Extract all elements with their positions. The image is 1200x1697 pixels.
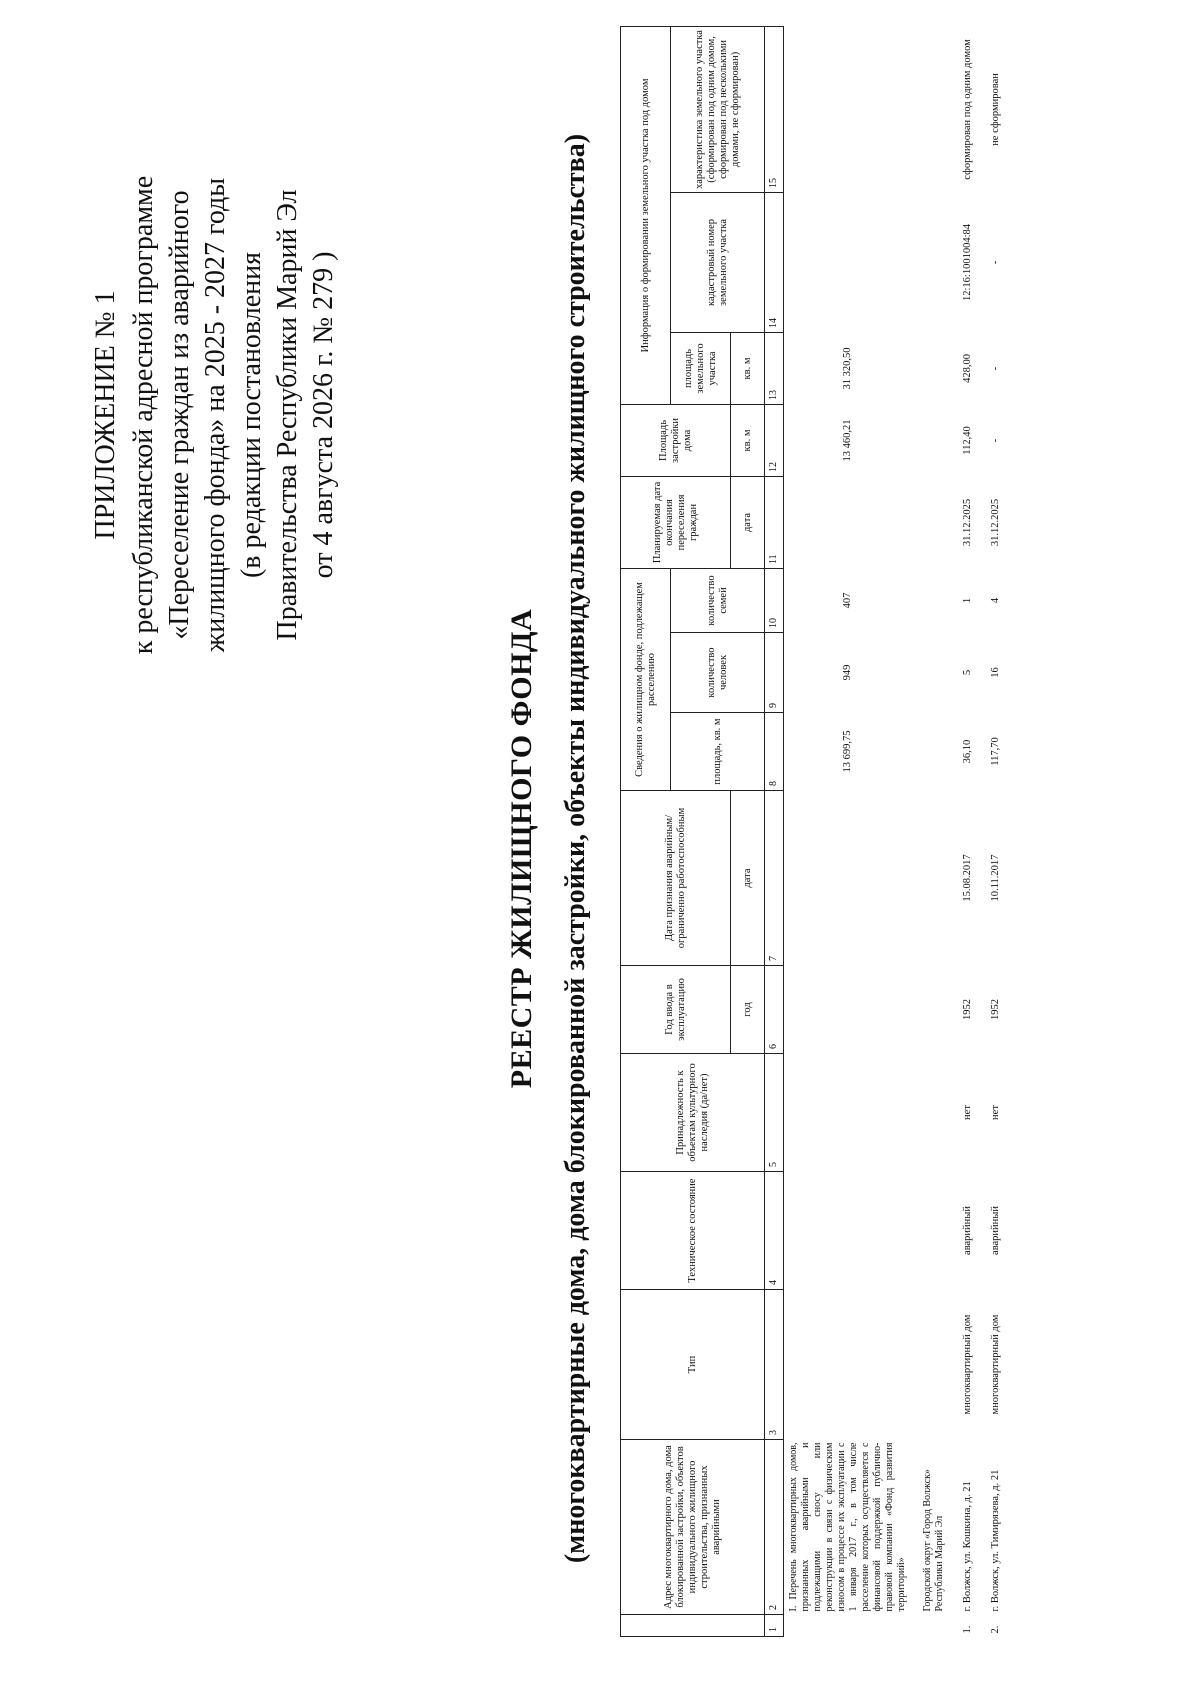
- district-name: Городской округ «Город Волжск» Республики Марий Эл: [922, 1469, 945, 1612]
- header-year: Год ввода в эксплуатацию: [621, 966, 731, 1054]
- appendix-line-3: жилищного фонда» на 2025 - 2027 годы: [200, 177, 231, 653]
- col-number-12: 12: [765, 404, 784, 476]
- row-year: 1952: [990, 999, 1001, 1020]
- header-resettle-date: Планируемая дата окончания переселения граждан: [621, 476, 731, 568]
- row-land-char: сформирован под одним домом: [962, 39, 973, 180]
- row-type: многоквартирный дом: [990, 1314, 1001, 1415]
- total-people: 949: [842, 664, 853, 681]
- total-land-area: 31 320,50: [842, 347, 853, 390]
- row-area: 36,10: [962, 739, 973, 764]
- col-number-15: 15: [765, 26, 784, 192]
- total-building-area: 13 460,21: [842, 419, 853, 462]
- row-number: 1.: [962, 1625, 973, 1634]
- section-totals-row: [784, 26, 913, 1636]
- total-families: 407: [842, 592, 853, 609]
- row-type: многоквартирный дом: [962, 1314, 973, 1415]
- appendix-line-6: от 4 августа 2026 г. № 279 ): [308, 251, 339, 579]
- header-building-area: Площадь застройки дома: [621, 404, 731, 476]
- col-number-8: 8: [765, 713, 784, 791]
- unit-date-resettle: дата: [731, 476, 765, 568]
- row-building-area: -: [990, 438, 1001, 443]
- header-cadastral: кадастровый номер земельного участка: [671, 192, 765, 332]
- header-type: Тип: [621, 1290, 765, 1440]
- unit-date: дата: [731, 791, 765, 966]
- row-address: г. Волжск, ул. Тимирязева, д. 21: [990, 1469, 1001, 1612]
- section-text: I. Перечень многоквартирных домов, признанных аварийными и подлежащими сносу или реконструкции в связи с физическим износом в процессе их эксплуатации с 1 января 2017 г., в том числе расселение которых осуществляется с финансовой поддержкой публично-правовой компании «Фонд развития территорий»: [788, 1442, 907, 1612]
- unit-year: год: [731, 966, 765, 1054]
- col-number-4: 4: [765, 1172, 784, 1290]
- registry-title: РЕЕСТР ЖИЛИЩНОГО ФОНДА: [505, 608, 538, 1089]
- appendix-line-5: Правительства Республики Марий Эл: [272, 189, 303, 641]
- row-resettle: 31.12.2025: [962, 498, 973, 547]
- registry-subtitle: (многоквартирные дома, дома блокированной застройки, объекты индивидуального жилищного строительства): [560, 133, 591, 1564]
- col-number-14: 14: [765, 192, 784, 332]
- row-address: г. Волжск, ул. Кошкина, д. 21: [962, 1481, 973, 1612]
- row-resettle: 31.12.2025: [990, 498, 1001, 547]
- col-number-10: 10: [765, 568, 784, 632]
- header-heritage: Принадлежность к объектам культурного наследия (да/нет): [621, 1054, 765, 1172]
- row-land-char: не сформирован: [990, 73, 1001, 146]
- appendix-line-2: «Переселение граждан из аварийного: [164, 190, 195, 640]
- row-building-area: 112,40: [962, 426, 973, 455]
- registry-table: [620, 26, 1004, 1637]
- unit-sqm-building: кв. м: [731, 404, 765, 476]
- appendix-block: [88, 70, 342, 760]
- col-number-9: 9: [765, 633, 784, 713]
- header-housing-info: Сведения о жилищном фонде, подлежащем расселению: [621, 568, 671, 790]
- district-row: [912, 26, 948, 1636]
- row-date: 10.11.2017: [990, 854, 1001, 902]
- row-date: 15.08.2017: [962, 854, 973, 902]
- row-condition: аварийный: [962, 1206, 973, 1255]
- row-land-area: 428,00: [962, 354, 973, 383]
- table-row: [948, 26, 976, 1636]
- row-families: 1: [962, 597, 973, 604]
- row-number: 2.: [990, 1625, 1001, 1634]
- header-number: [621, 1615, 765, 1637]
- appendix-line-1: к республиканской адресной программе: [128, 175, 159, 655]
- header-recognition-date: Дата признания аварийным/ограниченно работоспособным: [621, 791, 731, 966]
- col-number-5: 5: [765, 1054, 784, 1172]
- row-cadastral: -: [990, 260, 1001, 265]
- col-number-7: 7: [765, 791, 784, 966]
- row-condition: аварийный: [990, 1206, 1001, 1255]
- appendix-title: ПРИЛОЖЕНИЕ № 1: [90, 290, 121, 540]
- row-people: 5: [962, 669, 973, 676]
- header-condition: Техническое состояние: [621, 1172, 765, 1290]
- header-address: Адрес многоквартирного дома, дома блокированной застройки, объектов индивидуального жилищного строительства, признанных аварийными: [621, 1440, 765, 1615]
- header-land-char: характеристика земельного участка (сформирован под одним домом, сформирован под несколькими домами, не сформирован): [671, 26, 765, 192]
- appendix-line-4: (в редакции постановления: [236, 251, 267, 579]
- row-heritage: нет: [990, 1105, 1001, 1120]
- row-area: 117,70: [990, 737, 1001, 766]
- header-people: количество человек: [671, 633, 765, 713]
- row-people: 16: [990, 667, 1001, 678]
- header-area: площадь, кв. м: [671, 713, 765, 791]
- row-land-area: -: [990, 366, 1001, 371]
- unit-sqm-land: кв. м: [731, 332, 765, 404]
- table-row: [976, 26, 1004, 1636]
- header-land-area: площадь земельного участка: [671, 332, 731, 404]
- col-number-1: 1: [765, 1615, 784, 1637]
- row-heritage: нет: [962, 1105, 973, 1120]
- header-land-info: Информация о формировании земельного участка под домом: [621, 26, 671, 404]
- col-number-11: 11: [765, 476, 784, 568]
- col-number-13: 13: [765, 332, 784, 404]
- row-year: 1952: [962, 999, 973, 1020]
- header-families: количество семей: [671, 568, 765, 632]
- row-cadastral: 12:16:1001004:84: [962, 223, 973, 301]
- col-number-2: 2: [765, 1440, 784, 1615]
- col-number-3: 3: [765, 1290, 784, 1440]
- total-area: 13 699,75: [842, 730, 853, 773]
- col-number-6: 6: [765, 966, 784, 1054]
- row-families: 4: [990, 597, 1001, 604]
